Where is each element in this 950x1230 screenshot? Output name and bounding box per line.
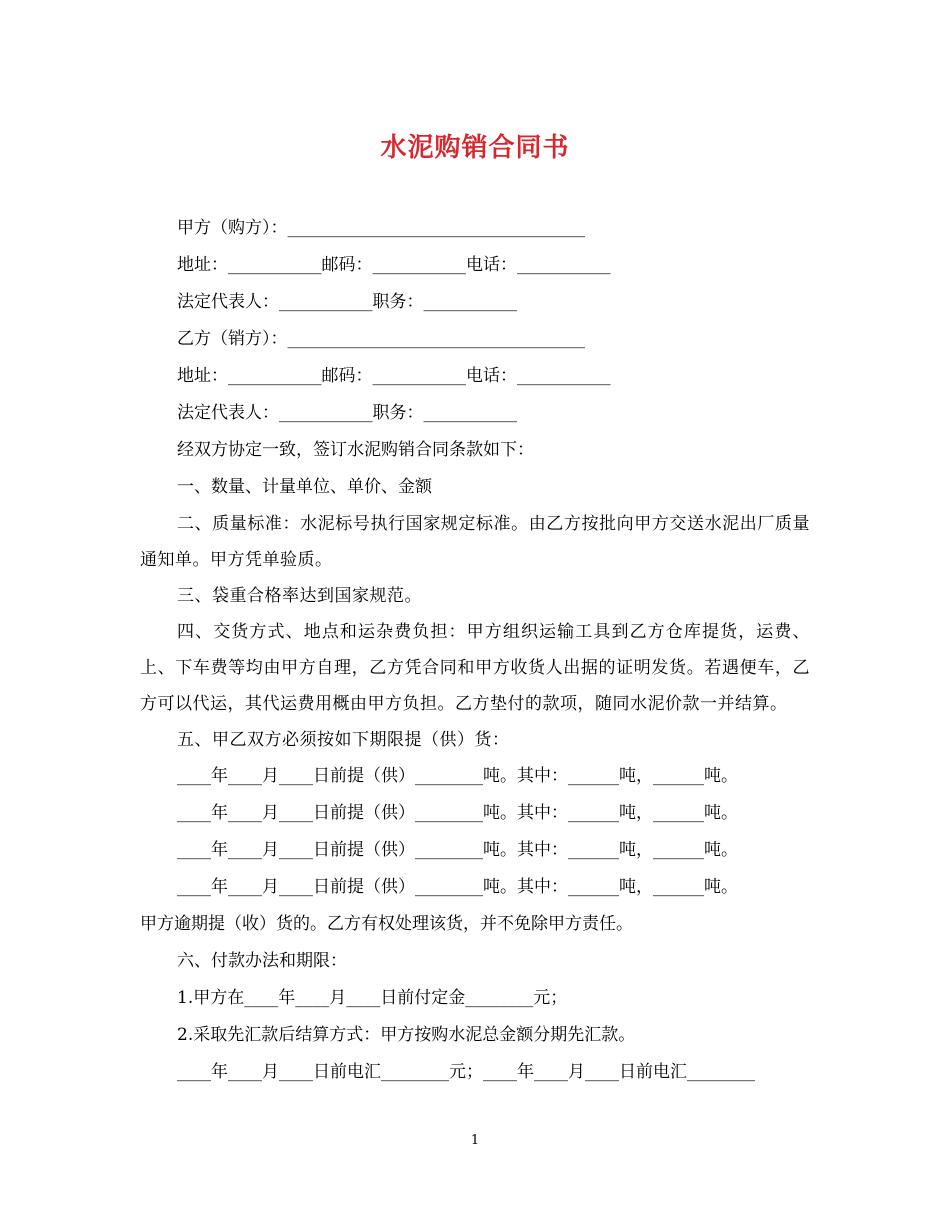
party-b-line: 乙方（销方）：___________________________________	[177, 329, 585, 349]
payment-schedule-line: ____年____月____日前电汇________元；____年____月____日前电汇________	[177, 1062, 755, 1082]
party-b-representative-line: 法定代表人：___________职务：___________	[177, 403, 517, 423]
payment-deposit-line: 1.甲方在____年____月____日前付定金________元；	[177, 988, 568, 1008]
payment-method-line: 2.采取先汇款后结算方式：甲方按购水泥总金额分期先汇款。	[177, 1025, 636, 1045]
overdue-clause: 甲方逾期提（收）货的。乙方有权处理该货，并不免除甲方责任。	[140, 914, 633, 934]
party-b-address-line: 地址：___________邮码：___________电话：___________	[177, 366, 611, 386]
clause-1: 一、数量、计量单位、单价、金额	[177, 477, 432, 497]
agreement-intro: 经双方协定一致，签订水泥购销合同条款如下：	[177, 440, 534, 460]
clause-5: 五、甲乙双方必须按如下期限提（供）货：	[177, 730, 510, 750]
document-title: 水泥购销合同书	[380, 133, 570, 163]
party-a-line: 甲方（购方）：___________________________________	[177, 218, 585, 238]
schedule-row: ____年____月____日前提（供）________吨。其中：______吨，______吨。	[177, 840, 738, 860]
schedule-row: ____年____月____日前提（供）________吨。其中：______吨，______吨。	[177, 803, 738, 823]
clause-2: 二、质量标准：水泥标号执行国家规定标准。由乙方按批向甲方交送水泥出厂质量通知单。甲方凭单验质。	[140, 514, 810, 570]
clause-4: 四、交货方式、地点和运杂费负担：甲方组织运输工具到乙方仓库提货，运费、上、下车费等均由甲方自理，乙方凭合同和甲方收货人出据的证明发货。若遇便车，乙方可以代运，其代运费用概由甲方负担。乙方垫付的款项，随同水泥价款一并结算。	[140, 622, 810, 714]
party-a-address-line: 地址：___________邮码：___________电话：___________	[177, 255, 611, 275]
schedule-row: ____年____月____日前提（供）________吨。其中：______吨，______吨。	[177, 766, 738, 786]
schedule-row: ____年____月____日前提（供）________吨。其中：______吨，______吨。	[177, 877, 738, 897]
party-a-representative-line: 法定代表人：___________职务：___________	[177, 292, 517, 312]
clause-6: 六、付款办法和期限：	[177, 951, 347, 971]
clause-3: 三、袋重合格率达到国家规范。	[177, 586, 422, 606]
page-number: 1	[470, 1133, 480, 1148]
